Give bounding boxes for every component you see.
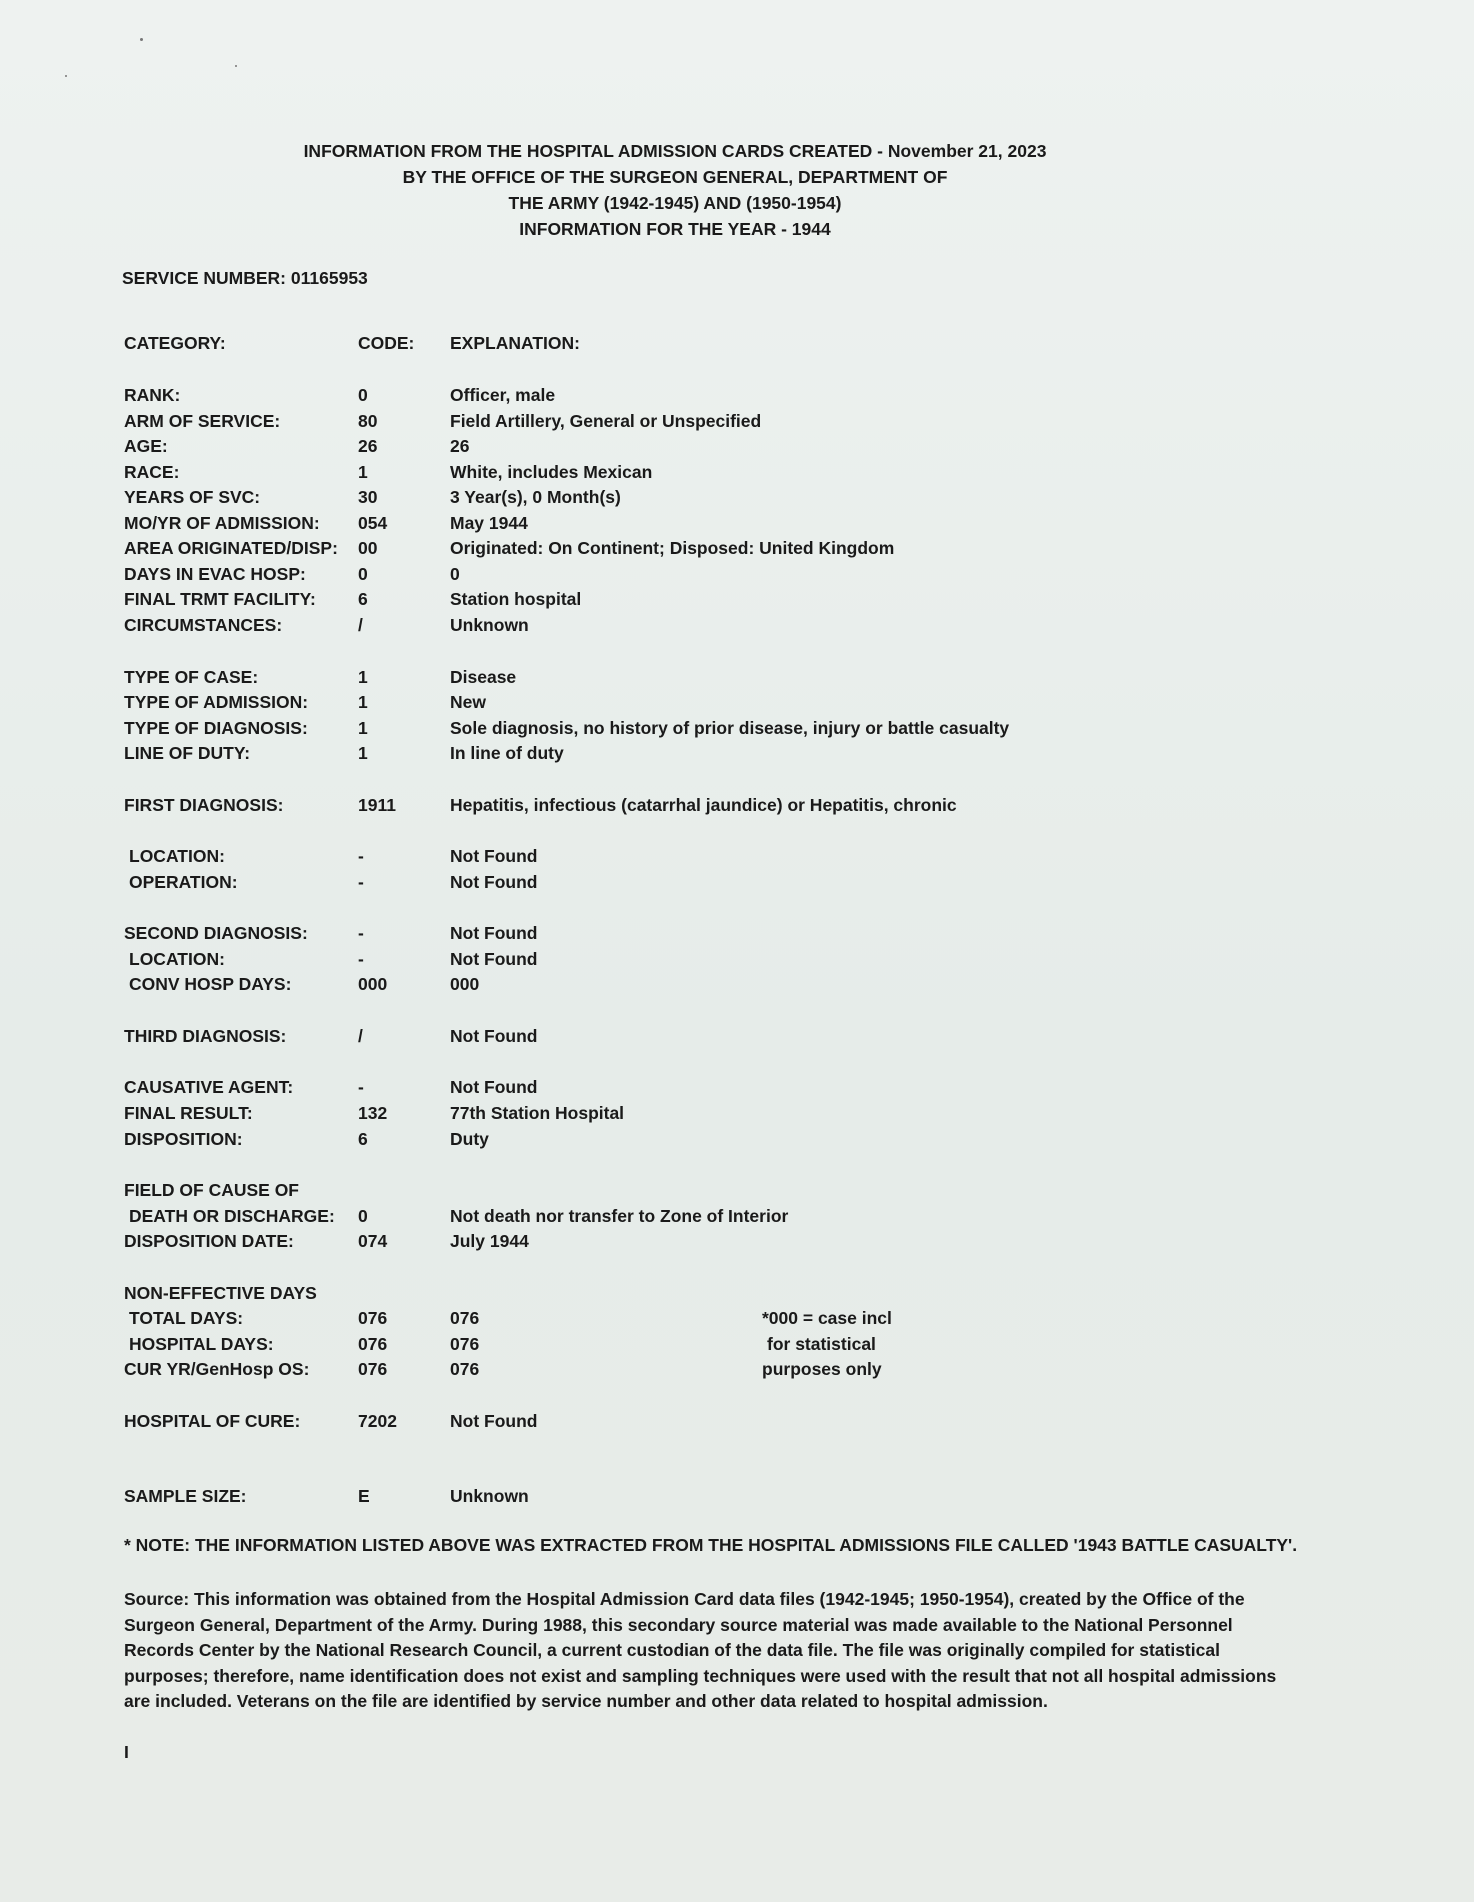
- row-code: 30: [358, 487, 378, 507]
- row-explanation: Duty: [450, 1129, 489, 1149]
- record-row: [0, 589, 1474, 615]
- service-number-value: 01165953: [290, 268, 368, 288]
- row-label: LINE OF DUTY:: [124, 743, 251, 763]
- row-label: SECOND DIAGNOSIS:: [124, 923, 308, 943]
- row-explanation: 000: [450, 974, 480, 994]
- row-explanation: Not Found: [450, 923, 538, 943]
- row-code: 074: [358, 1231, 388, 1251]
- service-number-label: SERVICE NUMBER:: [122, 268, 287, 288]
- row-label: OPERATION:: [129, 872, 238, 892]
- scan-speck: [235, 65, 237, 67]
- row-label: NON-EFFECTIVE DAYS: [124, 1283, 317, 1303]
- record-row: [0, 1359, 1474, 1385]
- document-header: [300, 138, 1050, 242]
- row-label: RANK:: [124, 385, 181, 405]
- record-row: [0, 949, 1474, 975]
- record-row: [0, 385, 1474, 411]
- source-line-1: Source: This information was obtained from the Hospital Admission Card data files (1942-1945; 1950-1954), created by the Office of the: [124, 1589, 1245, 1609]
- row-explanation: Not Found: [450, 1077, 538, 1097]
- row-explanation: Not Found: [450, 846, 538, 866]
- row-explanation: 77th Station Hospital: [450, 1103, 625, 1123]
- record-row: [0, 718, 1474, 744]
- row-explanation: 3 Year(s), 0 Month(s): [450, 487, 621, 507]
- record-row: [0, 1411, 1474, 1437]
- row-label: FIELD OF CAUSE OF: [124, 1180, 299, 1200]
- statistical-footnote: for statistical: [767, 1334, 876, 1354]
- row-label: MO/YR OF ADMISSION:: [124, 513, 320, 533]
- row-label: DAYS IN EVAC HOSP:: [124, 564, 306, 584]
- record-row: [0, 436, 1474, 462]
- row-explanation: Disease: [450, 667, 517, 687]
- service-number: [122, 268, 368, 289]
- row-code: 6: [358, 1129, 368, 1149]
- row-explanation: Station hospital: [450, 589, 582, 609]
- code-header: CODE:: [358, 333, 415, 353]
- row-code: 26: [358, 436, 378, 456]
- header-line-1: INFORMATION FROM THE HOSPITAL ADMISSION CARDS CREATED - November 21, 2023: [303, 141, 1047, 161]
- row-label: SAMPLE SIZE:: [124, 1486, 247, 1506]
- row-code: E: [358, 1486, 370, 1506]
- record-row: [0, 411, 1474, 437]
- record-row: [0, 1129, 1474, 1155]
- record-row: [0, 1077, 1474, 1103]
- row-explanation: Officer, male: [450, 385, 556, 405]
- row-code: -: [358, 949, 364, 969]
- record-row: [0, 1231, 1474, 1257]
- row-code: 076: [358, 1359, 388, 1379]
- record-row: [0, 743, 1474, 769]
- record-row: [0, 923, 1474, 949]
- row-code: 7202: [358, 1411, 397, 1431]
- column-headers: [0, 333, 1474, 359]
- record-row: [0, 487, 1474, 513]
- row-code: 0: [358, 564, 368, 584]
- record-row: [0, 846, 1474, 872]
- row-label: CAUSATIVE AGENT:: [124, 1077, 294, 1097]
- record-row: [0, 1103, 1474, 1129]
- row-label: YEARS OF SVC:: [124, 487, 261, 507]
- row-code: /: [358, 1026, 363, 1046]
- row-code: -: [358, 923, 364, 943]
- record-row: [0, 974, 1474, 1000]
- header-line-2: BY THE OFFICE OF THE SURGEON GENERAL, DEPARTMENT OF: [402, 167, 948, 187]
- page-mark: I: [124, 1742, 129, 1762]
- row-explanation: In line of duty: [450, 743, 564, 763]
- source-line-4: purposes; therefore, name identification does not exist and sampling techniques were used with the result that not all hospital admissions: [124, 1665, 1277, 1686]
- row-label: CONV HOSP DAYS:: [129, 974, 292, 994]
- category-header: CATEGORY:: [124, 333, 226, 353]
- row-code: 054: [358, 513, 388, 533]
- row-label: AGE:: [124, 436, 168, 456]
- record-row: [0, 615, 1474, 641]
- source-line-2: Surgeon General, Department of the Army. During 1988, this secondary source material was made available to the National Personnel: [124, 1614, 1233, 1635]
- source-line-3: Records Center by the National Research Council, a current custodian of the data file. The file was originally compiled for statistical: [124, 1640, 1220, 1660]
- row-explanation: 076: [450, 1334, 480, 1354]
- row-explanation: Not Found: [450, 1026, 538, 1046]
- row-explanation: Sole diagnosis, no history of prior disease, injury or battle casualty: [450, 718, 1010, 738]
- row-code: -: [358, 1077, 364, 1097]
- row-label: DEATH OR DISCHARGE:: [129, 1206, 335, 1226]
- row-label: TOTAL DAYS:: [129, 1308, 244, 1328]
- record-row: [0, 692, 1474, 718]
- row-explanation: White, includes Mexican: [450, 462, 653, 482]
- record-row: [0, 564, 1474, 590]
- row-explanation: 26: [450, 436, 470, 456]
- row-label: AREA ORIGINATED/DISP:: [124, 538, 338, 558]
- row-code: 076: [358, 1334, 388, 1354]
- scan-speck: [65, 75, 67, 77]
- record-row: [0, 513, 1474, 539]
- row-code: 1: [358, 692, 368, 712]
- record-row: [0, 1486, 1474, 1512]
- row-explanation: Not Found: [450, 1411, 538, 1431]
- row-code: 00: [358, 538, 378, 558]
- row-code: /: [358, 615, 363, 635]
- record-row: [0, 462, 1474, 488]
- row-label: DISPOSITION:: [124, 1129, 243, 1149]
- row-code: -: [358, 872, 364, 892]
- row-label: LOCATION:: [129, 949, 225, 969]
- record-row: [0, 795, 1474, 821]
- row-label: FINAL RESULT:: [124, 1103, 253, 1123]
- source-paragraph: [124, 1587, 1277, 1715]
- row-label: TYPE OF CASE:: [124, 667, 259, 687]
- statistical-footnote: purposes only: [762, 1359, 882, 1379]
- row-label: FIRST DIAGNOSIS:: [124, 795, 284, 815]
- source-line-5: are included. Veterans on the file are identified by service number and other data related to hospital admission.: [124, 1691, 1048, 1711]
- row-code: 80: [358, 411, 378, 431]
- row-code: 1911: [358, 795, 396, 815]
- record-row: [0, 667, 1474, 693]
- row-label: HOSPITAL OF CURE:: [124, 1411, 301, 1431]
- row-label: ARM OF SERVICE:: [124, 411, 281, 431]
- record-row: [0, 1180, 1474, 1206]
- row-code: 1: [358, 462, 368, 482]
- row-explanation: Hepatitis, infectious (catarrhal jaundice) or Hepatitis, chronic: [450, 795, 957, 815]
- row-label: FINAL TRMT FACILITY:: [124, 589, 316, 609]
- extraction-note: * NOTE: THE INFORMATION LISTED ABOVE WAS EXTRACTED FROM THE HOSPITAL ADMISSIONS FILE CALLED '1943 BATTLE CASUALTY'.: [124, 1535, 1298, 1555]
- record-row: [0, 1334, 1474, 1360]
- header-line-3: THE ARMY (1942-1945) AND (1950-1954): [508, 193, 842, 213]
- row-label: CIRCUMSTANCES:: [124, 615, 283, 635]
- row-explanation: New: [450, 692, 486, 712]
- row-explanation: Unknown: [450, 615, 529, 635]
- row-explanation: 076: [450, 1308, 480, 1328]
- row-explanation: Field Artillery, General or Unspecified: [450, 411, 762, 431]
- row-explanation: Not death nor transfer to Zone of Interior: [450, 1206, 789, 1226]
- row-explanation: July 1944: [450, 1231, 529, 1251]
- record-row: [0, 872, 1474, 898]
- row-code: 1: [358, 743, 368, 763]
- row-label: DISPOSITION DATE:: [124, 1231, 294, 1251]
- row-explanation: Not Found: [450, 949, 538, 969]
- header-line-4: INFORMATION FOR THE YEAR - 1944: [519, 219, 831, 239]
- row-code: 1: [358, 667, 368, 687]
- explanation-header: EXPLANATION:: [450, 333, 580, 353]
- row-code: -: [358, 846, 364, 866]
- row-code: 6: [358, 589, 368, 609]
- row-code: 1: [358, 718, 368, 738]
- row-label: TYPE OF DIAGNOSIS:: [124, 718, 308, 738]
- row-explanation: Originated: On Continent; Disposed: United Kingdom: [450, 538, 895, 558]
- row-label: RACE:: [124, 462, 180, 482]
- record-row: [0, 1206, 1474, 1232]
- row-code: 0: [358, 1206, 368, 1226]
- row-explanation: 0: [450, 564, 460, 584]
- row-code: 076: [358, 1308, 388, 1328]
- record-row: [0, 1026, 1474, 1052]
- record-row: [0, 1283, 1474, 1309]
- row-label: HOSPITAL DAYS:: [129, 1334, 274, 1354]
- row-label: THIRD DIAGNOSIS:: [124, 1026, 287, 1046]
- row-label: LOCATION:: [129, 846, 225, 866]
- row-explanation: Unknown: [450, 1486, 529, 1506]
- row-explanation: May 1944: [450, 513, 528, 533]
- row-code: 000: [358, 974, 388, 994]
- row-code: 0: [358, 385, 368, 405]
- row-label: CUR YR/GenHosp OS:: [124, 1359, 310, 1379]
- scan-speck: [140, 38, 143, 41]
- record-row: [0, 1308, 1474, 1334]
- row-explanation: Not Found: [450, 872, 538, 892]
- statistical-footnote: *000 = case incl: [762, 1308, 892, 1328]
- row-code: 132: [358, 1103, 388, 1123]
- row-label: TYPE OF ADMISSION:: [124, 692, 309, 712]
- row-explanation: 076: [450, 1359, 480, 1379]
- record-row: [0, 538, 1474, 564]
